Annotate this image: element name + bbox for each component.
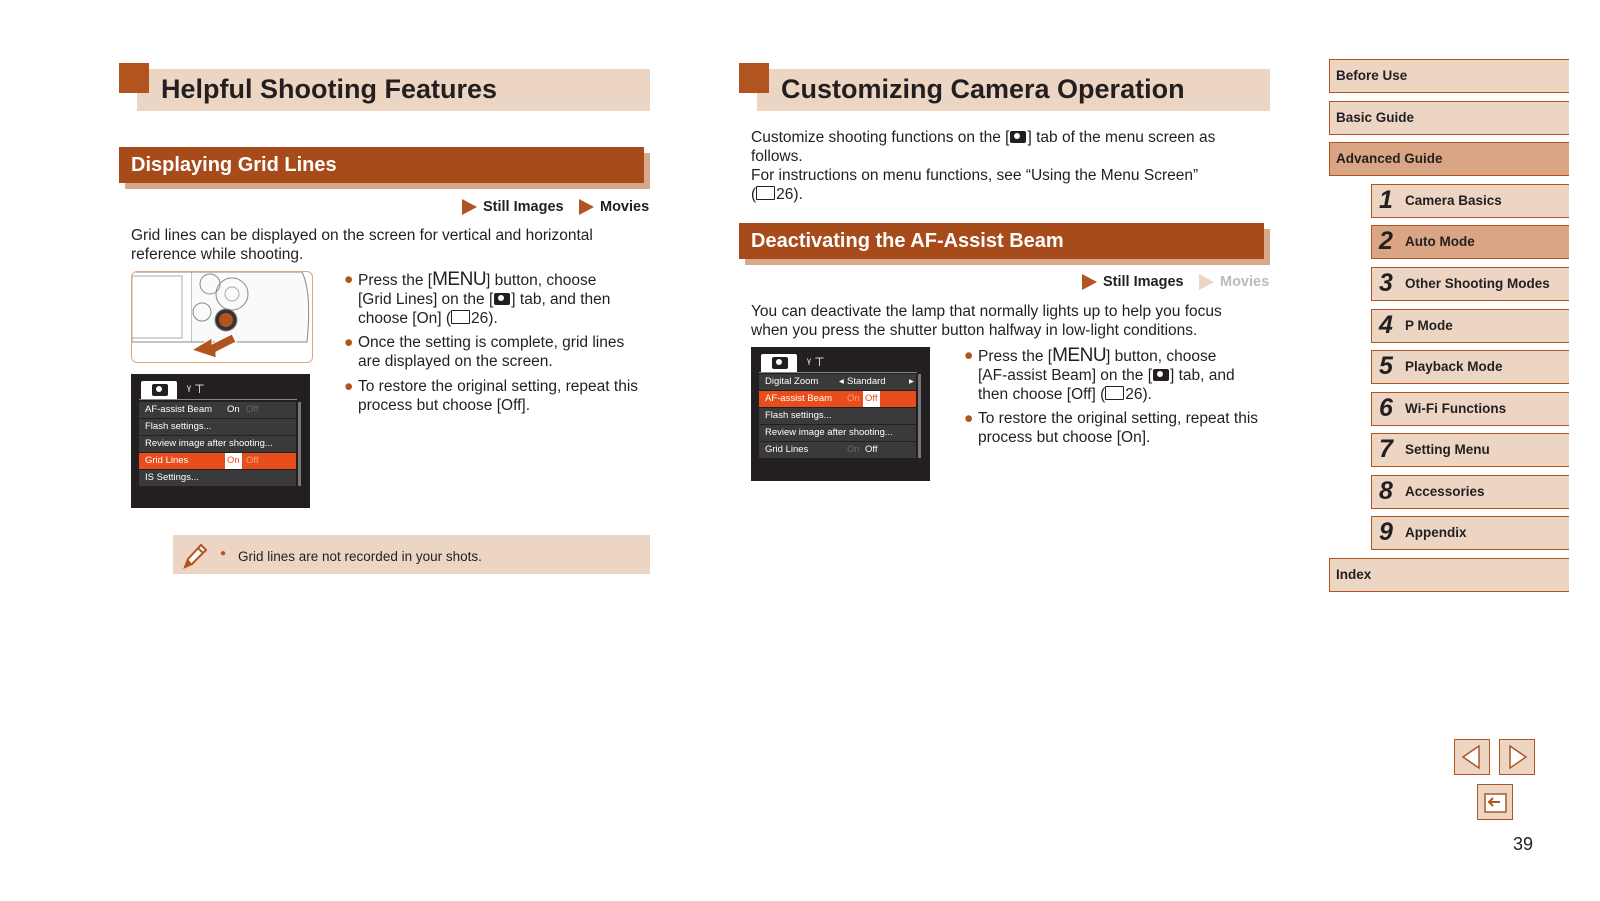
step-bullet-3: ● To restore the original setting, repeat this process but choose [Off]. bbox=[344, 378, 639, 414]
nav-chapter-5[interactable]: 5 Playback Mode bbox=[1371, 350, 1569, 384]
settings-tab-icon: ᵞ ⊤ bbox=[807, 355, 825, 369]
camera-menu-screen-right bbox=[751, 347, 930, 481]
tag-still-images: Still Images bbox=[1082, 274, 1184, 290]
screen-scrollbar bbox=[918, 374, 921, 458]
step-bullet-1-right: ● Press the [MENU] button, choose [AF-assist Beam] on the [ ] tab, and then choose [Off] ( 26). bbox=[964, 345, 1235, 403]
triangle-icon bbox=[462, 199, 477, 215]
return-button[interactable] bbox=[1477, 784, 1513, 820]
camera-menu-screen-left bbox=[131, 374, 310, 508]
arrow-left-icon bbox=[1455, 740, 1489, 774]
camera-illustration bbox=[131, 271, 313, 363]
screen-tab-shooting bbox=[761, 354, 797, 372]
tag-movies: Movies bbox=[579, 199, 649, 215]
page-title-left: Helpful Shooting Features bbox=[161, 74, 498, 104]
screen-row: AF-assist Beam On Off bbox=[139, 402, 296, 418]
page-title-right: Customizing Camera Operation bbox=[781, 74, 1185, 104]
nav-chapter-6[interactable]: 6 Wi-Fi Functions bbox=[1371, 392, 1569, 426]
screen-row-selected: Grid Lines On Off bbox=[139, 453, 296, 469]
nav-chapter-2[interactable]: 2 Auto Mode bbox=[1371, 225, 1569, 259]
camera-icon bbox=[1153, 369, 1169, 381]
right-title-square bbox=[739, 63, 769, 93]
camera-icon bbox=[1010, 131, 1026, 143]
screen-tab-shooting bbox=[141, 381, 177, 399]
screen-scrollbar bbox=[298, 402, 301, 486]
return-icon bbox=[1478, 785, 1512, 819]
screen-row: IS Settings... bbox=[139, 470, 296, 486]
step-bullet-1: ● Press the [MENU] button, choose [Grid Lines] on the [ ] tab, and then choose [On] ( 26). bbox=[344, 269, 611, 327]
menu-button-glyph: MENU bbox=[1052, 345, 1107, 366]
nav-chapter-1[interactable]: 1 Camera Basics bbox=[1371, 184, 1569, 218]
triangle-icon bbox=[1199, 274, 1214, 290]
pencil-icon bbox=[179, 541, 209, 571]
screen-row: Digital Zoom ◂ Standard ▸ bbox=[759, 374, 916, 390]
nav-chapter-4[interactable]: 4 P Mode bbox=[1371, 309, 1569, 343]
nav-index[interactable]: Index bbox=[1329, 558, 1569, 592]
menu-button-glyph: MENU bbox=[432, 269, 487, 290]
arrow-right-icon bbox=[1500, 740, 1534, 774]
triangle-icon bbox=[579, 199, 594, 215]
book-icon bbox=[756, 186, 775, 200]
note-text: Grid lines are not recorded in your shots. bbox=[238, 549, 482, 564]
screen-row: Flash settings... bbox=[759, 408, 916, 424]
tag-movies-disabled: Movies bbox=[1199, 274, 1269, 290]
settings-tab-icon: ᵞ ⊤ bbox=[187, 382, 205, 396]
screen-row: Review image after shooting... bbox=[759, 425, 916, 441]
section-title-af-assist: Deactivating the AF-Assist Beam bbox=[751, 230, 1064, 252]
note-box: ● Grid lines are not recorded in your shots. bbox=[173, 535, 650, 574]
step-bullet-2: ● Once the setting is complete, grid lines are displayed on the screen. bbox=[344, 334, 625, 370]
nav-chapter-9[interactable]: 9 Appendix bbox=[1371, 516, 1569, 550]
section-title-grid-lines: Displaying Grid Lines bbox=[131, 154, 337, 176]
af-assist-description: You can deactivate the lamp that normally lights up to help you focus when you press the shutter button halfway in low-light conditions. bbox=[751, 303, 1222, 339]
customize-intro: Customize shooting functions on the [ ] tab of the menu screen as follows. For instructions on menu functions, see “Using the Menu Screen” ( 26). bbox=[751, 129, 1216, 203]
previous-page-button[interactable] bbox=[1454, 739, 1490, 775]
camera-icon bbox=[494, 293, 510, 305]
nav-basic-guide[interactable]: Basic Guide bbox=[1329, 101, 1569, 135]
next-page-button[interactable] bbox=[1499, 739, 1535, 775]
screen-row: Grid Lines On Off bbox=[759, 442, 916, 458]
camera-icon bbox=[152, 384, 168, 396]
nav-chapter-8[interactable]: 8 Accessories bbox=[1371, 475, 1569, 509]
nav-before-use[interactable]: Before Use bbox=[1329, 59, 1569, 93]
book-icon bbox=[1105, 386, 1124, 400]
screen-row-selected: AF-assist Beam On Off bbox=[759, 391, 916, 407]
nav-chapter-7[interactable]: 7 Setting Menu bbox=[1371, 433, 1569, 467]
screen-row: Review image after shooting... bbox=[139, 436, 296, 452]
triangle-icon bbox=[1082, 274, 1097, 290]
screen-row: Flash settings... bbox=[139, 419, 296, 435]
nav-chapter-3[interactable]: 3 Other Shooting Modes bbox=[1371, 267, 1569, 301]
step-bullet-2-right: ● To restore the original setting, repeat this process but choose [On]. bbox=[964, 410, 1259, 446]
intro-paragraph: Grid lines can be displayed on the screen for vertical and horizontal reference while shooting. bbox=[131, 227, 593, 263]
camera-icon bbox=[772, 357, 788, 369]
book-icon bbox=[451, 310, 470, 324]
tag-still-images: Still Images bbox=[462, 199, 564, 215]
page-number: 39 bbox=[1513, 834, 1534, 854]
nav-advanced-guide[interactable]: Advanced Guide bbox=[1329, 142, 1569, 176]
left-title-square bbox=[119, 63, 149, 93]
